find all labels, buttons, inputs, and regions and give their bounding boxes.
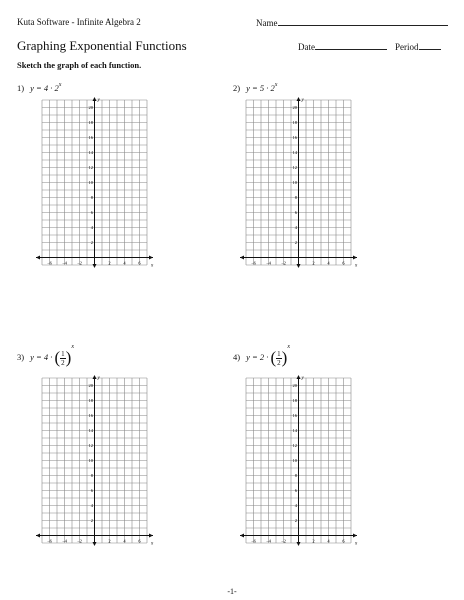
- equation: y = 2 ·: [246, 352, 269, 362]
- x-axis-arrow-right: [149, 534, 153, 538]
- y-axis-arrow-top: [297, 375, 301, 379]
- y-tick-label: 4: [90, 503, 93, 509]
- y-axis-arrow-bottom: [297, 264, 301, 268]
- x-tick-label: −6: [251, 260, 256, 266]
- equation: y = 4 ·: [30, 352, 53, 362]
- y-tick-label: 6: [90, 488, 93, 494]
- x-tick-label: 4: [123, 538, 126, 544]
- y-tick-label: 18: [88, 120, 93, 126]
- y-axis-arrow-top: [93, 97, 97, 101]
- x-tick-label: −2: [281, 260, 286, 266]
- problem-number: 1): [17, 83, 25, 93]
- y-tick-label: 14: [292, 428, 297, 434]
- y-tick-label: 20: [292, 105, 297, 111]
- y-axis-label: y: [97, 98, 100, 103]
- numerator: 1: [277, 349, 281, 358]
- y-tick-label: 16: [88, 135, 93, 141]
- y-tick-label: 8: [90, 195, 93, 201]
- x-tick-label: −2: [77, 260, 82, 266]
- y-tick-label: 10: [292, 458, 297, 464]
- name-field: [256, 17, 448, 28]
- y-axis-arrow-top: [297, 97, 301, 101]
- y-tick-label: 12: [88, 165, 93, 171]
- x-axis-arrow-right: [353, 256, 357, 260]
- y-tick-label: 6: [294, 210, 297, 216]
- y-tick-label: 10: [88, 180, 93, 186]
- equation: y = 4 · 2: [30, 83, 59, 93]
- x-axis-arrow-left: [240, 256, 244, 260]
- instructions: Sketch the graph of each function.: [17, 60, 142, 70]
- y-tick-label: 14: [292, 150, 297, 156]
- y-axis-label: y: [97, 376, 100, 381]
- period-label: Period: [395, 42, 419, 52]
- graph-1[interactable]: [30, 96, 162, 268]
- x-tick-label: 4: [327, 538, 330, 544]
- exponent: x: [58, 82, 62, 88]
- x-tick-label: 4: [327, 260, 330, 266]
- y-tick-label: 16: [292, 135, 297, 141]
- y-tick-label: 8: [294, 195, 297, 201]
- publisher-line: Kuta Software - Infinite Algebra 2: [17, 17, 141, 27]
- problem-1: [17, 82, 61, 93]
- y-tick-label: 12: [292, 443, 297, 449]
- graph-4[interactable]: [234, 374, 366, 546]
- y-tick-label: 18: [292, 120, 297, 126]
- y-tick-label: 18: [292, 398, 297, 404]
- y-tick-label: 14: [88, 150, 93, 156]
- x-axis-label: x: [355, 263, 358, 268]
- y-tick-label: 10: [88, 458, 93, 464]
- x-tick-label: −4: [62, 260, 67, 266]
- page-number: -1-: [227, 587, 237, 596]
- x-tick-label: 2: [108, 260, 111, 266]
- x-tick-label: −6: [47, 260, 52, 266]
- problem-number: 2): [233, 83, 241, 93]
- exponent: x: [287, 344, 290, 350]
- x-tick-label: −4: [266, 260, 271, 266]
- x-tick-label: −2: [281, 538, 286, 544]
- right-paren: ): [65, 348, 72, 368]
- x-tick-label: 4: [123, 260, 126, 266]
- denominator: 2: [61, 358, 65, 367]
- y-tick-label: 12: [292, 165, 297, 171]
- exponent: x: [274, 82, 278, 88]
- x-tick-label: 6: [138, 538, 141, 544]
- left-paren: (: [270, 348, 277, 368]
- problem-4: [233, 344, 290, 368]
- y-axis-arrow-bottom: [93, 264, 97, 268]
- problem-2: [233, 82, 277, 93]
- graph-3[interactable]: [30, 374, 162, 546]
- y-axis-arrow-top: [93, 375, 97, 379]
- x-tick-label: 2: [108, 538, 111, 544]
- y-tick-label: 4: [90, 225, 93, 231]
- y-tick-label: 8: [294, 473, 297, 479]
- left-paren: (: [54, 348, 61, 368]
- x-tick-label: −4: [62, 538, 67, 544]
- page-title: Graphing Exponential Functions: [17, 38, 187, 53]
- y-tick-label: 14: [88, 428, 93, 434]
- y-tick-label: 2: [294, 240, 297, 246]
- x-tick-label: −6: [251, 538, 256, 544]
- y-tick-label: 4: [294, 225, 297, 231]
- y-tick-label: 2: [294, 518, 297, 524]
- x-tick-label: 2: [312, 538, 315, 544]
- y-tick-label: 12: [88, 443, 93, 449]
- x-axis-label: x: [151, 541, 154, 546]
- y-tick-label: 18: [88, 398, 93, 404]
- x-tick-label: −4: [266, 538, 271, 544]
- y-tick-label: 16: [88, 413, 93, 419]
- x-axis-label: x: [355, 541, 358, 546]
- y-tick-label: 8: [90, 473, 93, 479]
- denominator: 2: [277, 358, 281, 367]
- x-axis-arrow-left: [36, 534, 40, 538]
- name-blank[interactable]: [278, 17, 448, 26]
- y-tick-label: 20: [292, 383, 297, 389]
- y-tick-label: 20: [88, 383, 93, 389]
- x-axis-arrow-left: [36, 256, 40, 260]
- y-tick-label: 2: [90, 518, 93, 524]
- y-axis-label: y: [301, 98, 304, 103]
- exponent: x: [71, 344, 74, 350]
- y-axis-arrow-bottom: [297, 542, 301, 546]
- y-tick-label: 6: [90, 210, 93, 216]
- problem-number: 4): [233, 352, 241, 362]
- y-tick-label: 2: [90, 240, 93, 246]
- date-label: Date: [298, 42, 315, 52]
- y-tick-label: 16: [292, 413, 297, 419]
- x-axis-label: x: [151, 263, 154, 268]
- x-tick-label: −2: [77, 538, 82, 544]
- x-tick-label: 2: [312, 260, 315, 266]
- period-blank[interactable]: [419, 41, 441, 50]
- numerator: 1: [61, 349, 65, 358]
- problem-number: 3): [17, 352, 25, 362]
- x-tick-label: 6: [138, 260, 141, 266]
- problem-3: [17, 344, 74, 368]
- y-axis-label: y: [301, 376, 304, 381]
- y-tick-label: 4: [294, 503, 297, 509]
- x-axis-arrow-right: [149, 256, 153, 260]
- date-field: [298, 41, 387, 52]
- period-field: [395, 41, 441, 52]
- y-tick-label: 10: [292, 180, 297, 186]
- equation: y = 5 · 2: [246, 83, 275, 93]
- right-paren: ): [281, 348, 288, 368]
- x-axis-arrow-right: [353, 534, 357, 538]
- x-axis-arrow-left: [240, 534, 244, 538]
- name-label: Name: [256, 18, 278, 28]
- date-blank[interactable]: [315, 41, 387, 50]
- y-tick-label: 20: [88, 105, 93, 111]
- graph-2[interactable]: [234, 96, 366, 268]
- x-tick-label: 6: [342, 260, 345, 266]
- x-tick-label: −6: [47, 538, 52, 544]
- y-axis-arrow-bottom: [93, 542, 97, 546]
- y-tick-label: 6: [294, 488, 297, 494]
- x-tick-label: 6: [342, 538, 345, 544]
